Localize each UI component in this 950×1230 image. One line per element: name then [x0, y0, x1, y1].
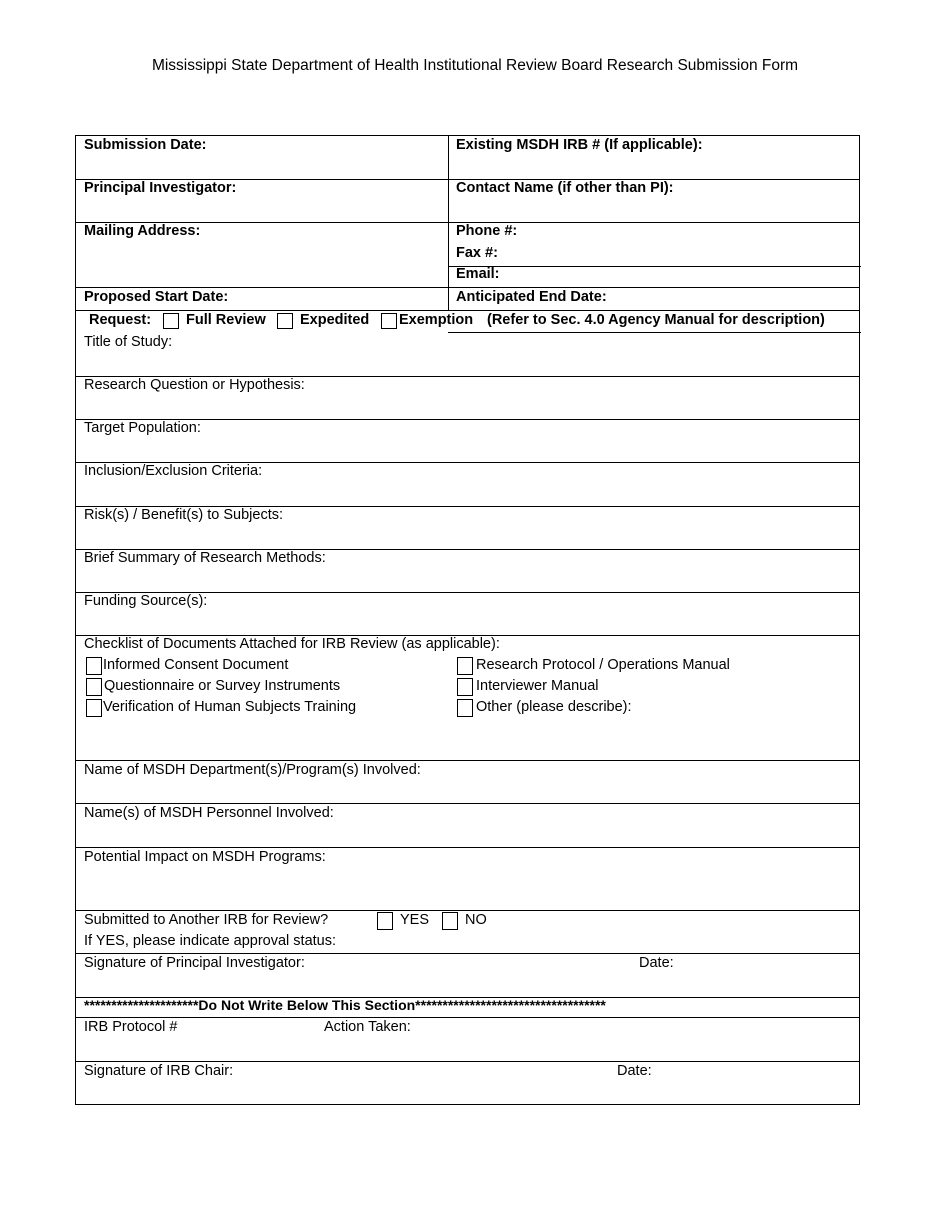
- irb-chair-signature-label: Signature of IRB Chair:: [84, 1063, 234, 1079]
- row-divider: [76, 1017, 859, 1018]
- row-divider: [76, 910, 859, 911]
- another-irb-no-checkbox[interactable]: [442, 912, 458, 930]
- inclusion-exclusion-label: Inclusion/Exclusion Criteria:: [84, 463, 263, 479]
- another-irb-yes-label: YES: [400, 912, 430, 928]
- pi-signature-label: Signature of Principal Investigator:: [84, 955, 305, 971]
- exemption-label: Exemption: [399, 312, 474, 328]
- exemption-checkbox[interactable]: [381, 313, 397, 329]
- irb-protocol-label: IRB Protocol #: [84, 1019, 178, 1035]
- other-document-checkbox[interactable]: [457, 699, 473, 717]
- action-taken-label: Action Taken:: [324, 1019, 411, 1035]
- fax-label: Fax #:: [456, 245, 498, 261]
- methods-summary-label: Brief Summary of Research Methods:: [84, 550, 326, 566]
- expedited-checkbox[interactable]: [277, 313, 293, 329]
- submission-date-label: Submission Date:: [84, 137, 207, 153]
- research-protocol-checkbox[interactable]: [457, 657, 473, 675]
- msdh-departments-label: Name of MSDH Department(s)/Program(s) Involved:: [84, 762, 421, 778]
- phone-label: Phone #:: [456, 223, 518, 239]
- request-note: (Refer to Sec. 4.0 Agency Manual for description): [487, 312, 825, 328]
- mailing-address-label: Mailing Address:: [84, 223, 201, 239]
- full-review-label: Full Review: [186, 312, 266, 328]
- pi-signature-date-label: Date:: [639, 955, 674, 971]
- existing-irb-label: Existing MSDH IRB # (If applicable):: [456, 137, 703, 153]
- interviewer-manual-checkbox[interactable]: [457, 678, 473, 696]
- research-protocol-label: Research Protocol / Operations Manual: [476, 657, 730, 673]
- another-irb-yes-checkbox[interactable]: [377, 912, 393, 930]
- expedited-label: Expedited: [300, 312, 370, 328]
- page-title: Mississippi State Department of Health Institutional Review Board Research Submission Form: [151, 57, 799, 74]
- row-divider: [448, 332, 861, 333]
- contact-name-label: Contact Name (if other than PI):: [456, 180, 674, 196]
- row-divider: [76, 310, 859, 311]
- submission-form: [75, 135, 860, 1105]
- another-irb-no-label: NO: [465, 912, 487, 928]
- do-not-write-banner: *********************Do Not Write Below This Section***********************************: [84, 997, 606, 1013]
- verification-training-checkbox[interactable]: [86, 699, 102, 717]
- target-population-label: Target Population:: [84, 420, 201, 436]
- row-divider: [76, 1061, 859, 1062]
- interviewer-manual-label: Interviewer Manual: [476, 678, 599, 694]
- column-divider: [448, 136, 449, 310]
- informed-consent-label: Informed Consent Document: [103, 657, 289, 673]
- title-of-study-label: Title of Study:: [84, 334, 173, 350]
- email-label: Email:: [456, 266, 500, 282]
- other-document-label: Other (please describe):: [476, 699, 632, 715]
- row-divider: [76, 287, 859, 288]
- anticipated-end-label: Anticipated End Date:: [456, 289, 607, 305]
- funding-source-label: Funding Source(s):: [84, 593, 208, 609]
- questionnaire-label: Questionnaire or Survey Instruments: [104, 678, 341, 694]
- approval-status-label: If YES, please indicate approval status:: [84, 933, 337, 949]
- msdh-impact-label: Potential Impact on MSDH Programs:: [84, 849, 326, 865]
- research-question-label: Research Question or Hypothesis:: [84, 377, 305, 393]
- principal-investigator-label: Principal Investigator:: [84, 180, 237, 196]
- full-review-checkbox[interactable]: [163, 313, 179, 329]
- questionnaire-checkbox[interactable]: [86, 678, 102, 696]
- proposed-start-label: Proposed Start Date:: [84, 289, 229, 305]
- row-divider: [76, 953, 859, 954]
- row-divider: [76, 803, 859, 804]
- msdh-personnel-label: Name(s) of MSDH Personnel Involved:: [84, 805, 334, 821]
- verification-training-label: Verification of Human Subjects Training: [103, 699, 357, 715]
- row-divider: [76, 760, 859, 761]
- request-label: Request:: [89, 312, 152, 328]
- row-divider: [448, 266, 861, 267]
- row-divider: [76, 847, 859, 848]
- irb-chair-date-label: Date:: [617, 1063, 652, 1079]
- checklist-title: Checklist of Documents Attached for IRB Review (as applicable):: [84, 636, 500, 652]
- another-irb-question: Submitted to Another IRB for Review?: [84, 912, 329, 928]
- informed-consent-checkbox[interactable]: [86, 657, 102, 675]
- risks-benefits-label: Risk(s) / Benefit(s) to Subjects:: [84, 507, 284, 523]
